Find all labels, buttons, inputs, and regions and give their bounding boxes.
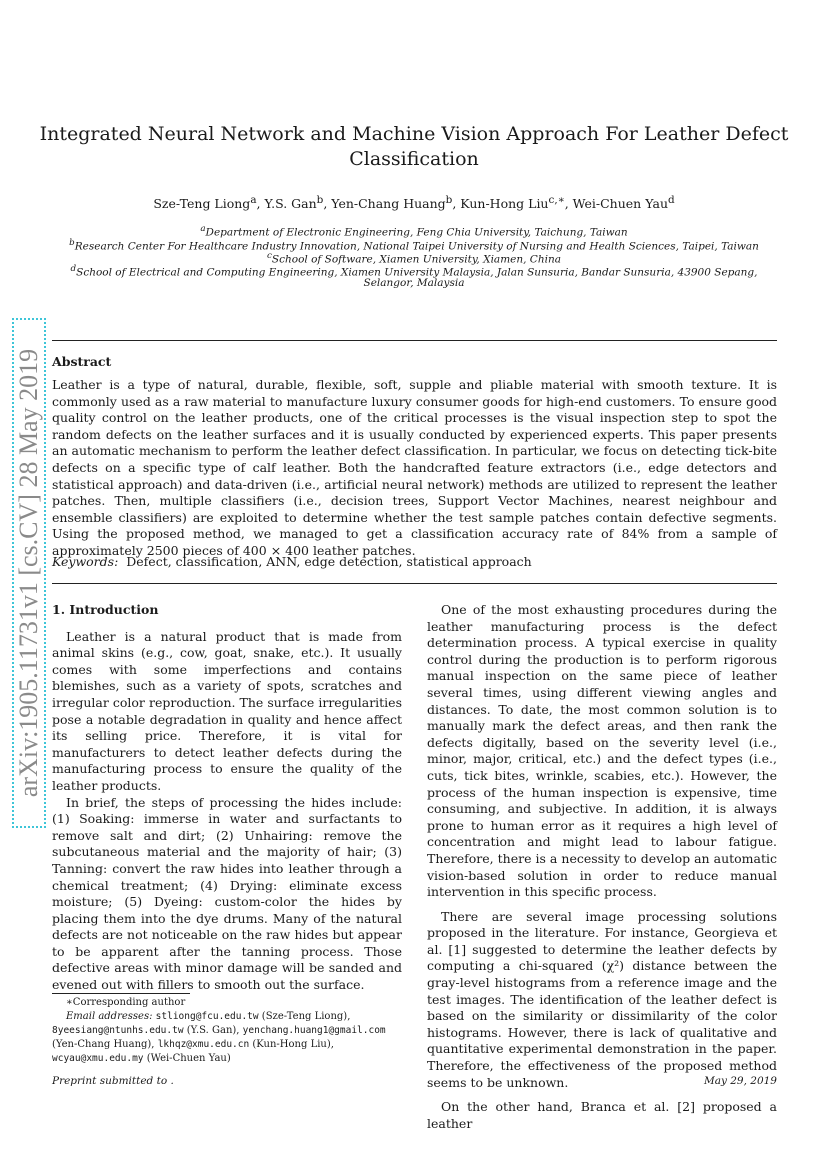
abstract-text: Leather is a type of natural, durable, flexible, soft, supple and pliable material with smooth texture. It is commonly used as a raw material to manufacture luxury consumer goods for high-end customers. To ensure good quality control on the leather products, one of the critical processes is the visual inspection step to spot the random defects on the leather surfaces and it is usually conducted by experienced experts. This paper presents an automatic mechanism to perform the leather defect classification. In particular, we focus on detecting tick-bite defects on a specific type of calf leather. Both the handcrafted feature extractors (i.e., edge detectors and statistical approach) and data-driven (i.e., artificial neural network) methods are utilized to represent the leather patches. Then, multiple classifiers (i.e., decision trees, Support Vector Machines, nearest neighbour and ensemble classifiers) are exploited to determine whether the test sample patches contain defective segments. Using the proposed method, we managed to get a classification accuracy rate of 84% from a sample of approximately 2500 pieces of 400 × 400 leather patches. (52, 377, 777, 558)
author-sup: d (668, 194, 675, 206)
author: Y.S. Gan (264, 196, 317, 212)
top-rule (52, 340, 777, 341)
arxiv-watermark (12, 318, 46, 828)
footnote-rule (52, 993, 190, 994)
footer-preprint: Preprint submitted to . (52, 1075, 174, 1087)
affiliation-b: $^b$Research Center For Healthcare Industry Innovation, National Taipei University of Nursing and Health Sciences, Taipei, Taiwan (69, 238, 759, 253)
paragraph: In brief, the steps of processing the hides include: (1) Soaking: immerse in water and surfactants to remove salt and dirt; (2) Unhairing: remove the subcutaneous material and the majority of hair; (3) Tanning: convert the raw hides into leather through a chemical treatment; (4) Drying: eliminate excess moisture; (5) Dyeing: custom-color the hides by placing them into the dye drums. Many of the natural defects are not noticeable on the raw hides but appear to be apparent after the tanning process. Those defective areas with minor damage will be sanded and evened out with fillers to smooth out the surface. (52, 794, 402, 993)
email-link[interactable]: 8yeesiang@ntunhs.edu.tw (52, 1025, 184, 1036)
author-sup: b (445, 194, 453, 206)
section-heading-introduction: 1. Introduction (52, 602, 159, 617)
corresponding-author-note: ∗Corresponding author (66, 997, 186, 1008)
email-link[interactable]: lkhqz@xmu.edu.cn (157, 1039, 250, 1050)
right-column (427, 602, 777, 1132)
author-list: Sze-Teng Liong$^a$, Y.S. Gan$^b$, Yen-Chang Huang$^b$, Kun-Hong Liu$^{c,∗}$, Wei-Chuen Yau$^d$ (153, 194, 675, 212)
email-owner: (Y.S. Gan), (186, 1025, 240, 1036)
author-sup: a (250, 194, 257, 206)
footnote (52, 996, 412, 1066)
email-owner: (Kun-Hong Liu), (252, 1039, 334, 1050)
affiliation-d: $^d$School of Electrical and Computing Engineering, Xiamen University Malaysia, Jalan Sunsuria, Bandar Sunsuria, 43900 Sepang, (70, 264, 758, 279)
affiliation-c: $^c$School of Software, Xiamen University, Xiamen, China (267, 251, 561, 266)
keywords-list: Defect, classification, ANN, edge detection, statistical approach (126, 554, 532, 569)
author-sup: b (316, 194, 324, 206)
title-line-1: Integrated Neural Network and Machine Vision Approach For Leather Defect (39, 123, 789, 145)
paper-title (0, 122, 828, 172)
keywords-label: Keywords: (52, 554, 119, 569)
arxiv-id: arXiv:1905.11731v1 [cs.CV] 28 May 2019 (14, 348, 43, 798)
author: Sze-Teng Liong (153, 196, 251, 212)
paragraph: One of the most exhausting procedures during the leather manufacturing process is the defect determination process. A typical exercise in quality control during the production is to perform rigorous manual inspection on the same piece of leather several times, using different viewing angles and distances. To date, the most common solution is to manually mark the defect areas, and then rank the defects digitally, based on the severity level (i.e., minor, major, critical, etc.) and the defect types (i.e., cuts, tick bites, wrinkle, scabies, etc.). However, the process of the human inspection is expensive, time consuming, and subjective. In addition, it is always prone to human error as it requires a high level of concentration and might lead to labour fatigue. Therefore, there is a necessity to develop an automatic vision-based solution in order to reduce manual intervention in this specific process. (427, 602, 777, 900)
email-link[interactable]: wcyau@xmu.edu.my (52, 1053, 144, 1064)
paragraph: There are several image processing solutions proposed in the literature. For instance, Georgieva et al. [1] suggested to determine the leather defects by computing a chi-squared (χ²) distance between the gray-level histograms from a reference image and the test images. The identification of the leather defect is based on the similarity or dissimilarity of the color histograms. However, there is lack of qualitative and quantitative experimental demonstration in the paper. Therefore, the effectiveness of the proposed method seems to be unknown. (427, 908, 777, 1090)
paragraph: Leather is a natural product that is made from animal skins (e.g., cow, goat, snake, etc.). It usually comes with some imperfections and contains blemishes, such as a variety of spots, scratches and irregular color reproduction. The surface irregularities pose a notable degradation in quality and hence affect its selling price. Therefore, it is vital for manufacturers to detect leather defects during the manufacturing process to ensure the quality of the leather products. (52, 628, 402, 793)
affiliation-a: $^a$Department of Electronic Engineering, Feng Chia University, Taichung, Taiwan (200, 224, 628, 239)
abstract-body (52, 377, 777, 560)
abstract-heading: Abstract (52, 354, 112, 369)
author: Yen-Chang Huang (331, 196, 446, 212)
email-owner: (Yen-Chang Huang), (52, 1039, 155, 1050)
email-owner: (Sze-Teng Liong), (261, 1011, 351, 1022)
title-line-2: Classification (349, 148, 479, 170)
email-owner: (Wei-Chuen Yau) (146, 1053, 231, 1064)
author-sup: c,∗ (548, 194, 565, 206)
email-link[interactable]: stliong@fcu.edu.tw (155, 1011, 259, 1022)
footer-date: May 29, 2019 (703, 1075, 777, 1087)
bottom-rule (52, 583, 777, 584)
author: Wei-Chuen Yau (572, 196, 668, 212)
email-label: Email addresses: (66, 1011, 153, 1022)
email-link[interactable]: yenchang.huang1@gmail.com (242, 1025, 386, 1036)
paragraph: On the other hand, Branca et al. [2] proposed a leather (427, 1099, 777, 1131)
author: Kun-Hong Liu (460, 196, 549, 212)
left-column (52, 602, 402, 994)
keywords (52, 554, 777, 569)
affiliation-d-cont: Selangor, Malaysia (363, 277, 465, 289)
